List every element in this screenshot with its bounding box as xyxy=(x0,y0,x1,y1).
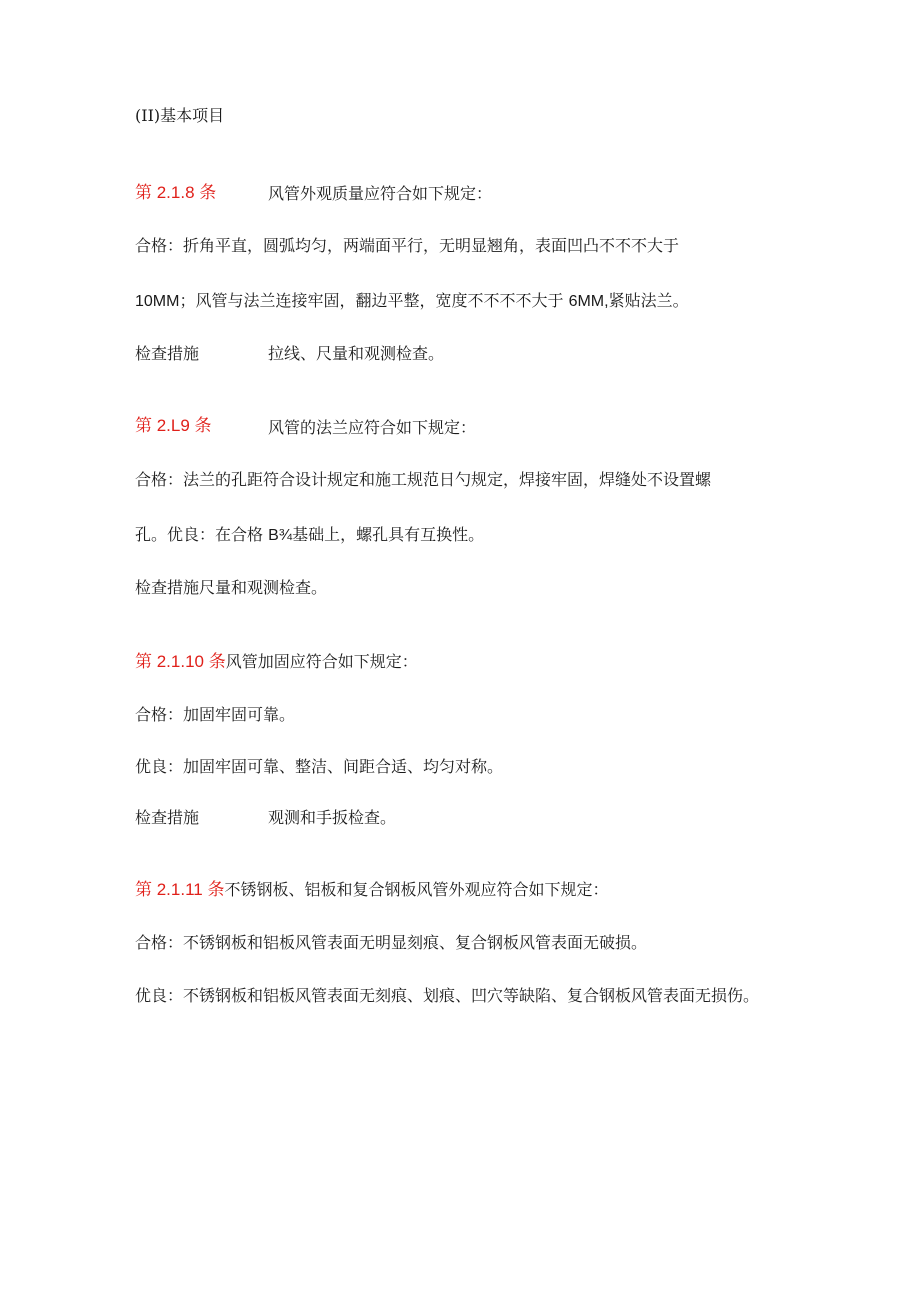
article-2-1-10-good: 优良：加固牢固可靠、整洁、间距合适、均匀对称。 xyxy=(135,757,504,776)
text-segment: 孔。优良：在合格 xyxy=(135,525,264,544)
article-title-2-1-10: 风管加固应符合如下规定： xyxy=(225,652,418,671)
article-2-1-8-check-text: 拉线、尺量和观测检查。 xyxy=(268,344,445,363)
article-number-2-1-8: 第 2.1.8 条 xyxy=(135,183,217,202)
article-2-1-10-check-text: 观测和手扳检查。 xyxy=(268,808,397,827)
text-segment: 紧贴法兰。 xyxy=(608,291,689,310)
section-title: (II)基本项目 xyxy=(135,106,225,125)
article-number-2-1-11: 第 2.1.11 条 xyxy=(135,880,225,899)
value-10mm: 10MM xyxy=(135,293,180,310)
article-2-1-9-pass-line1: 合格：法兰的孔距符合设计规定和施工规范日勺规定，焊接牢固，焊缝处不设置螺 xyxy=(135,470,712,489)
value-b34: B¾ xyxy=(268,527,293,544)
article-2-1-11-pass: 合格：不锈钢板和铝板风管表面无明显刻痕、复合钢板风管表面无破损。 xyxy=(135,933,648,952)
article-title-2-1-8: 风管外观质量应符合如下规定： xyxy=(268,184,493,203)
article-2-1-8-pass-line2 xyxy=(135,291,689,312)
value-6mm: 6MM, xyxy=(568,293,609,310)
article-2-1-11-good: 优良：不锈钢板和铝板风管表面无刻痕、划痕、凹穴等缺陷、复合钢板风管表面无损伤。 xyxy=(135,986,760,1005)
article-number-2-1-9: 第 2.L9 条 xyxy=(135,416,212,435)
article-2-1-10-pass: 合格：加固牢固可靠。 xyxy=(135,705,296,724)
article-2-1-11-heading xyxy=(135,880,608,900)
article-2-1-10-heading xyxy=(135,652,418,672)
article-title-2-1-9: 风管的法兰应符合如下规定： xyxy=(268,418,477,437)
article-title-2-1-11: 不锈钢板、铝板和复合钢板风管外观应符合如下规定： xyxy=(224,880,609,899)
article-2-1-9-check-text: 检查措施尺量和观测检查。 xyxy=(135,578,328,597)
article-2-1-8-check-label: 检查措施 xyxy=(135,344,200,363)
article-2-1-10-check-label: 检查措施 xyxy=(135,808,200,827)
article-number-2-1-10: 第 2.1.10 条 xyxy=(135,652,226,671)
text-segment: ；风管与法兰连接牢固，翻边平整，宽度不不不不大于 xyxy=(179,291,564,310)
article-2-1-9-pass-line2 xyxy=(135,525,484,546)
text-segment: 基础上，螺孔具有互换性。 xyxy=(292,525,485,544)
article-2-1-8-pass-line1: 合格：折角平直，圆弧均匀，两端面平行，无明显翘角，表面凹凸不不不大于 xyxy=(135,236,680,255)
